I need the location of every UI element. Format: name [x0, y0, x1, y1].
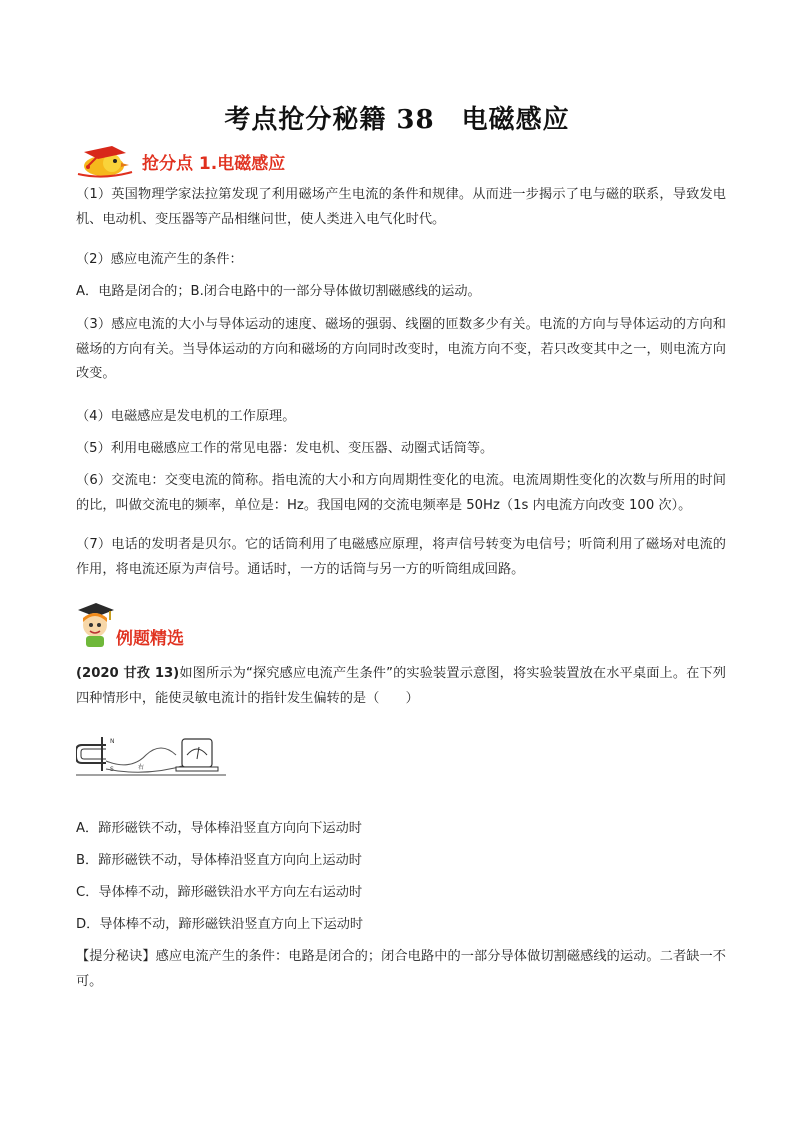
page-title: 考点抢分秘籍 38 电磁感应	[224, 105, 570, 135]
section2-header	[74, 600, 184, 650]
paragraph-5: （4）电磁感应是发电机的工作原理。	[76, 409, 296, 424]
experiment-figure	[76, 731, 236, 781]
graduation-cap-bird-icon	[74, 144, 136, 178]
student-mascot-icon	[74, 600, 116, 650]
paragraph-8: （7）电话的发明者是贝尔。它的话筒利用了电磁感应原理，将声信号转变为电信号；听筒利用了磁场对电流的作用，将电流还原为声信号。通话时，一方的话筒与另一方的听筒组成回路。	[76, 537, 726, 577]
paragraph-1: （1）英国物理学家法拉第发现了利用磁场产生电流的条件和规律。从而进一步揭示了电与磁的联系，导致发电机、电动机、变压器等产品相继问世，使人类进入电气化时代。	[76, 187, 726, 227]
option-c: C．导体棒不动，蹄形磁铁沿水平方向左右运动时	[76, 885, 363, 900]
option-a: A．蹄形磁铁不动，导体棒沿竖直方向向下运动时	[76, 821, 362, 836]
question-source: (2020 甘孜 13)	[76, 666, 180, 681]
paragraph-2: （2）感应电流产生的条件：	[76, 252, 243, 267]
question-text	[76, 662, 726, 711]
pole-s-label: S	[110, 766, 114, 773]
paragraph-4: （3）感应电流的大小与导体运动的速度、磁场的强弱、线圈的匝数多少有关。电流的方向与导体运动的方向和磁场的方向有关。当导体运动的方向和磁场的方向同时改变时，电流方向不变，若只改变其中之一，则电流方向改变。	[76, 317, 726, 381]
paragraph-6: （5）利用电磁感应工作的常见电器：发电机、变压器、动圈式话筒等。	[76, 441, 494, 456]
direction-label: 右	[138, 764, 145, 771]
question-body: 如图所示为“探究感应电流产生条件”的实验装置示意图，将实验装置放在水平桌面上。在下列四种情形中，能使灵敏电流计的指针发生偏转的是（ ）	[76, 666, 726, 706]
option-d: D．导体棒不动，蹄形磁铁沿竖直方向上下运动时	[76, 917, 364, 932]
pole-n-label: N	[110, 738, 115, 745]
option-b: B．蹄形磁铁不动，导体棒沿竖直方向向上运动时	[76, 853, 362, 868]
paragraph-7: （6）交流电：交变电流的简称。指电流的大小和方向周期性变化的电流。电流周期性变化的次数与所用的时间的比，叫做交流电的频率，单位是：Hz。我国电网的交流电频率是 50Hz（1s 内电流方向改变 100 次）。	[76, 473, 726, 513]
section2-label: 例题精选	[116, 628, 184, 649]
tip-text: 【提分秘诀】感应电流产生的条件：电路是闭合的；闭合电路中的一部分导体做切割磁感线的运动。二者缺一不可。	[76, 949, 726, 989]
section1-header	[74, 143, 285, 179]
section1-label: 抢分点 1.电磁感应	[142, 153, 286, 174]
paragraph-3: A．电路是闭合的；B.闭合电路中的一部分导体做切割磁感线的运动。	[76, 284, 481, 299]
